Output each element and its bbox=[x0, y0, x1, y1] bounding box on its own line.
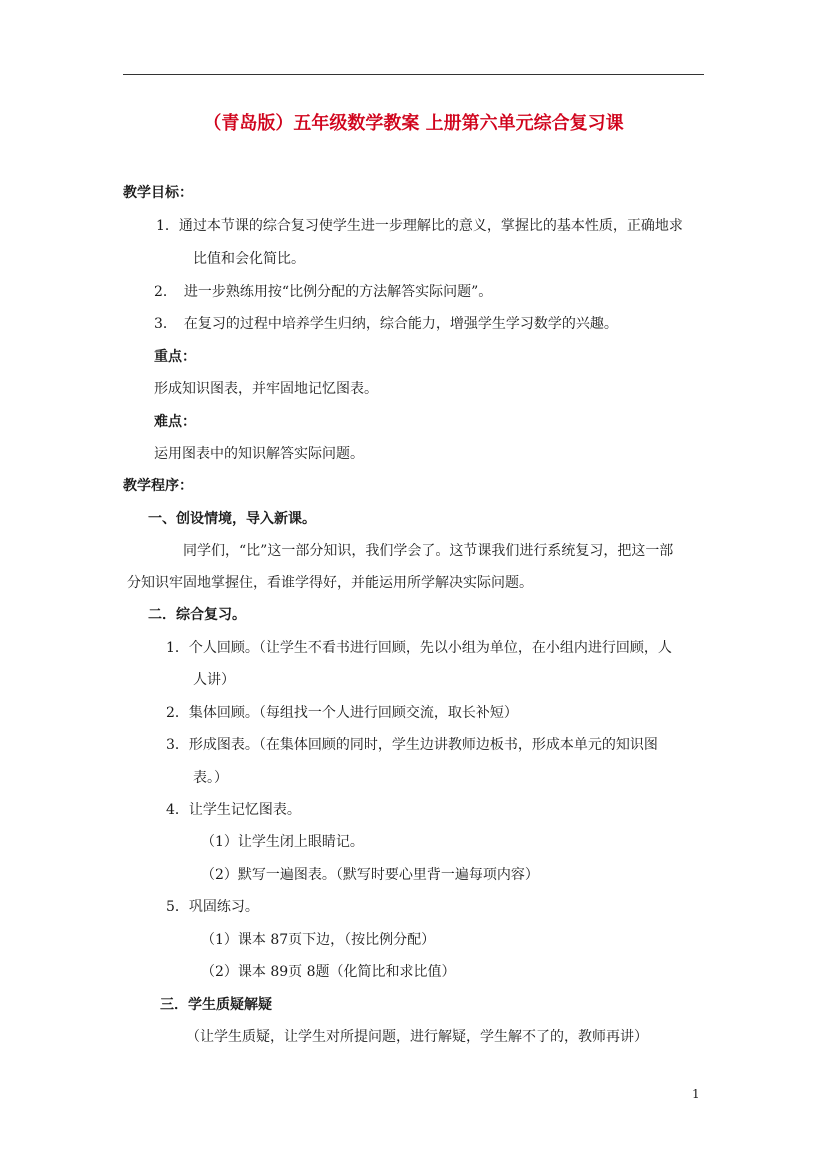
item-3-line-1: 3．形成图表。（在集体回顾的同时，学生边讲教师边板书，形成本单元的知识图 bbox=[166, 737, 658, 753]
item-1-line-1: 1．个人回顾。（让学生不看书进行回顾，先以小组为单位，在小组内进行回顾，人 bbox=[166, 640, 672, 656]
goal-3: 3． 在复习的过程中培养学生归纳，综合能力，增强学生学习数学的兴趣。 bbox=[154, 316, 618, 332]
item-1-line-2: 人讲） bbox=[193, 672, 235, 688]
part-1-heading: 一、创设情境，导入新课。 bbox=[148, 511, 316, 527]
goal-1-line-1: 1．通过本节课的综合复习使学生进一步理解比的意义，掌握比的基本性质，正确地求 bbox=[156, 218, 683, 234]
goal-2: 2． 进一步熟练用按“比例分配的方法解答实际问题”。 bbox=[154, 284, 493, 300]
part-3-text: （让学生质疑，让学生对所提问题，进行解疑，学生解不了的，教师再讲） bbox=[186, 1029, 648, 1045]
item-3-line-2: 表。） bbox=[193, 770, 228, 786]
item-4-sub-2: （2）默写一遍图表。（默写时要心里背一遍每项内容） bbox=[201, 867, 539, 883]
item-2: 2．集体回顾。（每组找一个人进行回顾交流，取长补短） bbox=[166, 705, 518, 721]
item-5-sub-1: （1）课本 87页下边，（按比例分配） bbox=[201, 932, 436, 948]
item-4-sub-1: （1）让学生闭上眼睛记。 bbox=[201, 834, 364, 850]
part-2-heading: 二．综合复习。 bbox=[148, 607, 246, 623]
procedure-heading: 教学程序： bbox=[123, 478, 193, 494]
difficulty-heading: 难点： bbox=[154, 414, 196, 430]
item-5: 5．巩固练习。 bbox=[166, 899, 259, 915]
teaching-goals-heading: 教学目标： bbox=[123, 185, 193, 201]
part-3-heading: 三．学生质疑解疑 bbox=[160, 997, 272, 1013]
header-rule bbox=[123, 74, 704, 75]
key-point-text: 形成知识图表，并牢固地记忆图表。 bbox=[154, 381, 378, 397]
part-1-line-2: 分知识牢固地掌握住，看谁学得好，并能运用所学解决实际问题。 bbox=[127, 575, 533, 591]
item-4: 4．让学生记忆图表。 bbox=[166, 802, 301, 818]
page-number: 1 bbox=[692, 1087, 700, 1101]
key-point-heading: 重点： bbox=[154, 349, 196, 365]
part-1-line-1: 同学们，“比”这一部分知识，我们学会了。这节课我们进行系统复习，把这一部 bbox=[183, 543, 674, 559]
item-5-sub-2: （2）课本 89页 8题（化简比和求比值） bbox=[201, 964, 456, 980]
difficulty-text: 运用图表中的知识解答实际问题。 bbox=[154, 446, 364, 462]
goal-1-line-2: 比值和会化简比。 bbox=[193, 251, 305, 267]
document-title: （青岛版）五年级数学教案 上册第六单元综合复习课 bbox=[203, 113, 624, 134]
